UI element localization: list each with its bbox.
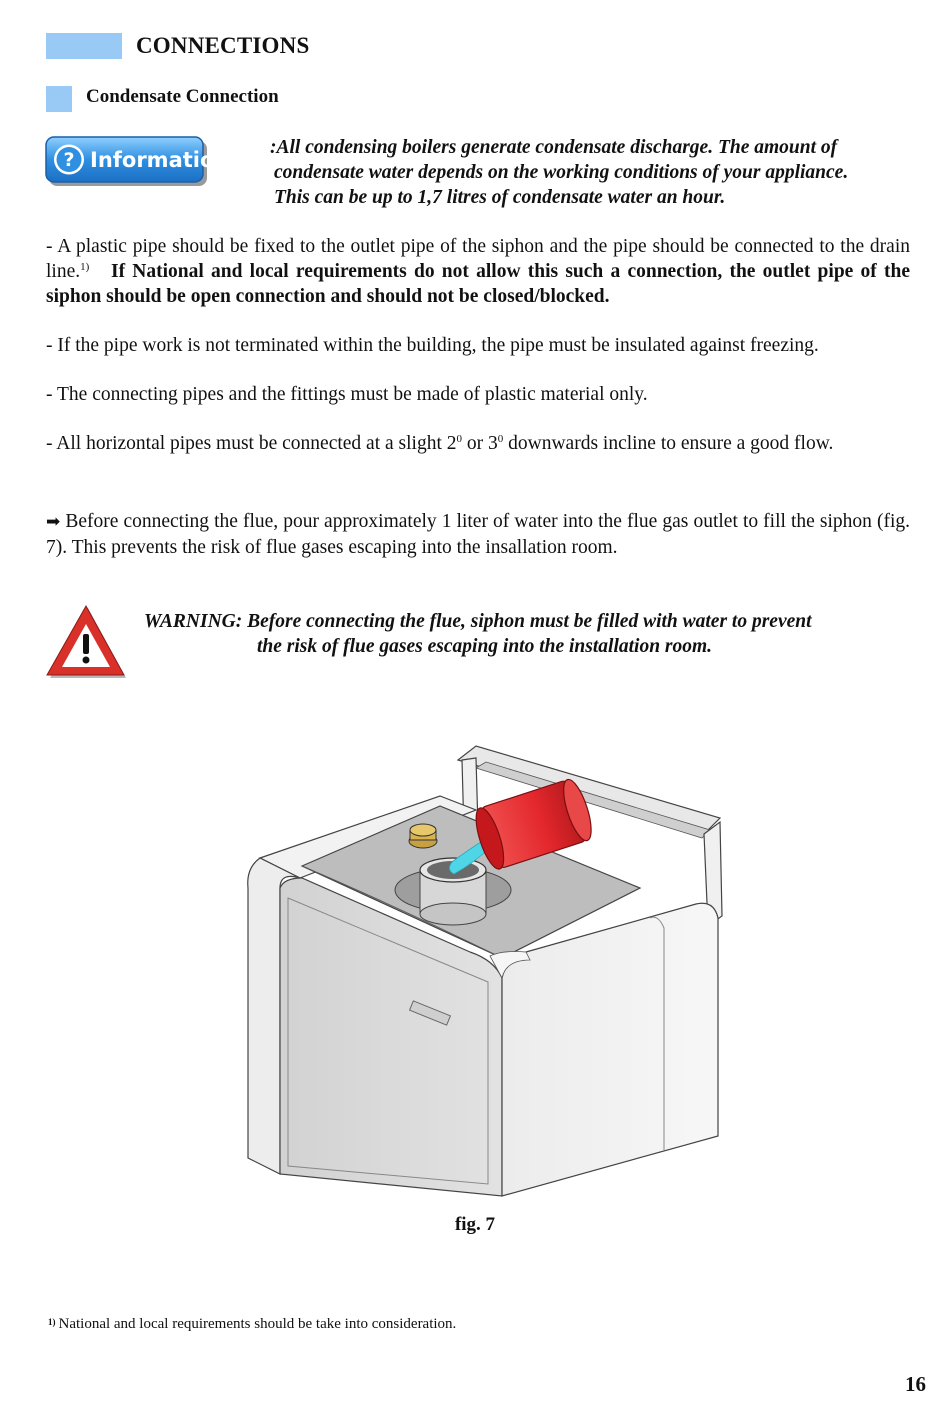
arrow-right-icon: ➡ xyxy=(46,512,61,532)
incline-text-a: - All horizontal pipes must be connected at a slight 2 xyxy=(46,433,457,454)
information-line-2: condensate water depends on the working conditions of your appliance. xyxy=(274,162,849,183)
paragraph-plastic-pipe xyxy=(46,234,910,309)
warning-note xyxy=(144,609,904,659)
footnote-marker: 1) xyxy=(48,1317,56,1327)
paragraph-incline xyxy=(46,431,910,456)
footnote-text: National and local requirements should be take into consideration. xyxy=(58,1316,457,1332)
figure-caption: fig. 7 xyxy=(454,1214,496,1235)
warning-line-1: WARNING: Before connecting the flue, siphon must be filled with water to prevent xyxy=(144,611,812,632)
warning-line-2: the risk of flue gases escaping into the installation room. xyxy=(257,636,713,657)
footnote-ref: 1) xyxy=(80,261,90,273)
boiler-figure xyxy=(240,738,740,1200)
paragraph-insulation: - If the pipe work is not terminated within the building, the pipe must be insulated against freezing. xyxy=(46,335,819,356)
section-accent-square xyxy=(46,86,72,112)
paragraph-fill-siphon xyxy=(46,509,910,560)
paragraph-plastic-material: - The connecting pipes and the fittings must be made of plastic material only. xyxy=(46,384,648,405)
information-line-3: This can be up to 1,7 litres of condensate water an hour. xyxy=(274,187,726,208)
information-badge-label: Information xyxy=(90,148,230,172)
header-accent-bar xyxy=(46,33,122,59)
svg-text:?: ? xyxy=(63,149,75,171)
degree-sup-1: 0 xyxy=(456,433,462,445)
paragraph-plastic-pipe-bold: If National and local requirements do not allow this such a connection, the outlet pipe of the siphon should be open connection and should not be closed/blocked. xyxy=(46,261,911,307)
section-title: Condensate Connection xyxy=(86,86,279,107)
footnote xyxy=(48,1316,456,1333)
incline-text-b: or 3 xyxy=(462,433,498,454)
paragraph-fill-siphon-text: Before connecting the flue, pour approximately 1 liter of water into the flue gas outlet to fill the siphon (fig. 7). This prevents the risk of flue gases escaping into the insallation room. xyxy=(46,511,910,558)
page-title: CONNECTIONS xyxy=(136,33,310,58)
degree-sup-2: 0 xyxy=(497,433,504,445)
page-number: 16 xyxy=(905,1372,926,1396)
information-line-1: :All condensing boilers generate condensate discharge. The amount of xyxy=(270,137,838,158)
warning-triangle-icon xyxy=(44,604,128,680)
paragraph-plastic-pipe-text: - A plastic pipe should be fixed to the outlet pipe of the siphon and the pipe should be connected to the drain line. xyxy=(46,236,910,282)
information-badge xyxy=(46,137,230,187)
incline-text-c: downwards incline to ensure a good flow. xyxy=(503,433,834,454)
information-note xyxy=(270,135,920,210)
